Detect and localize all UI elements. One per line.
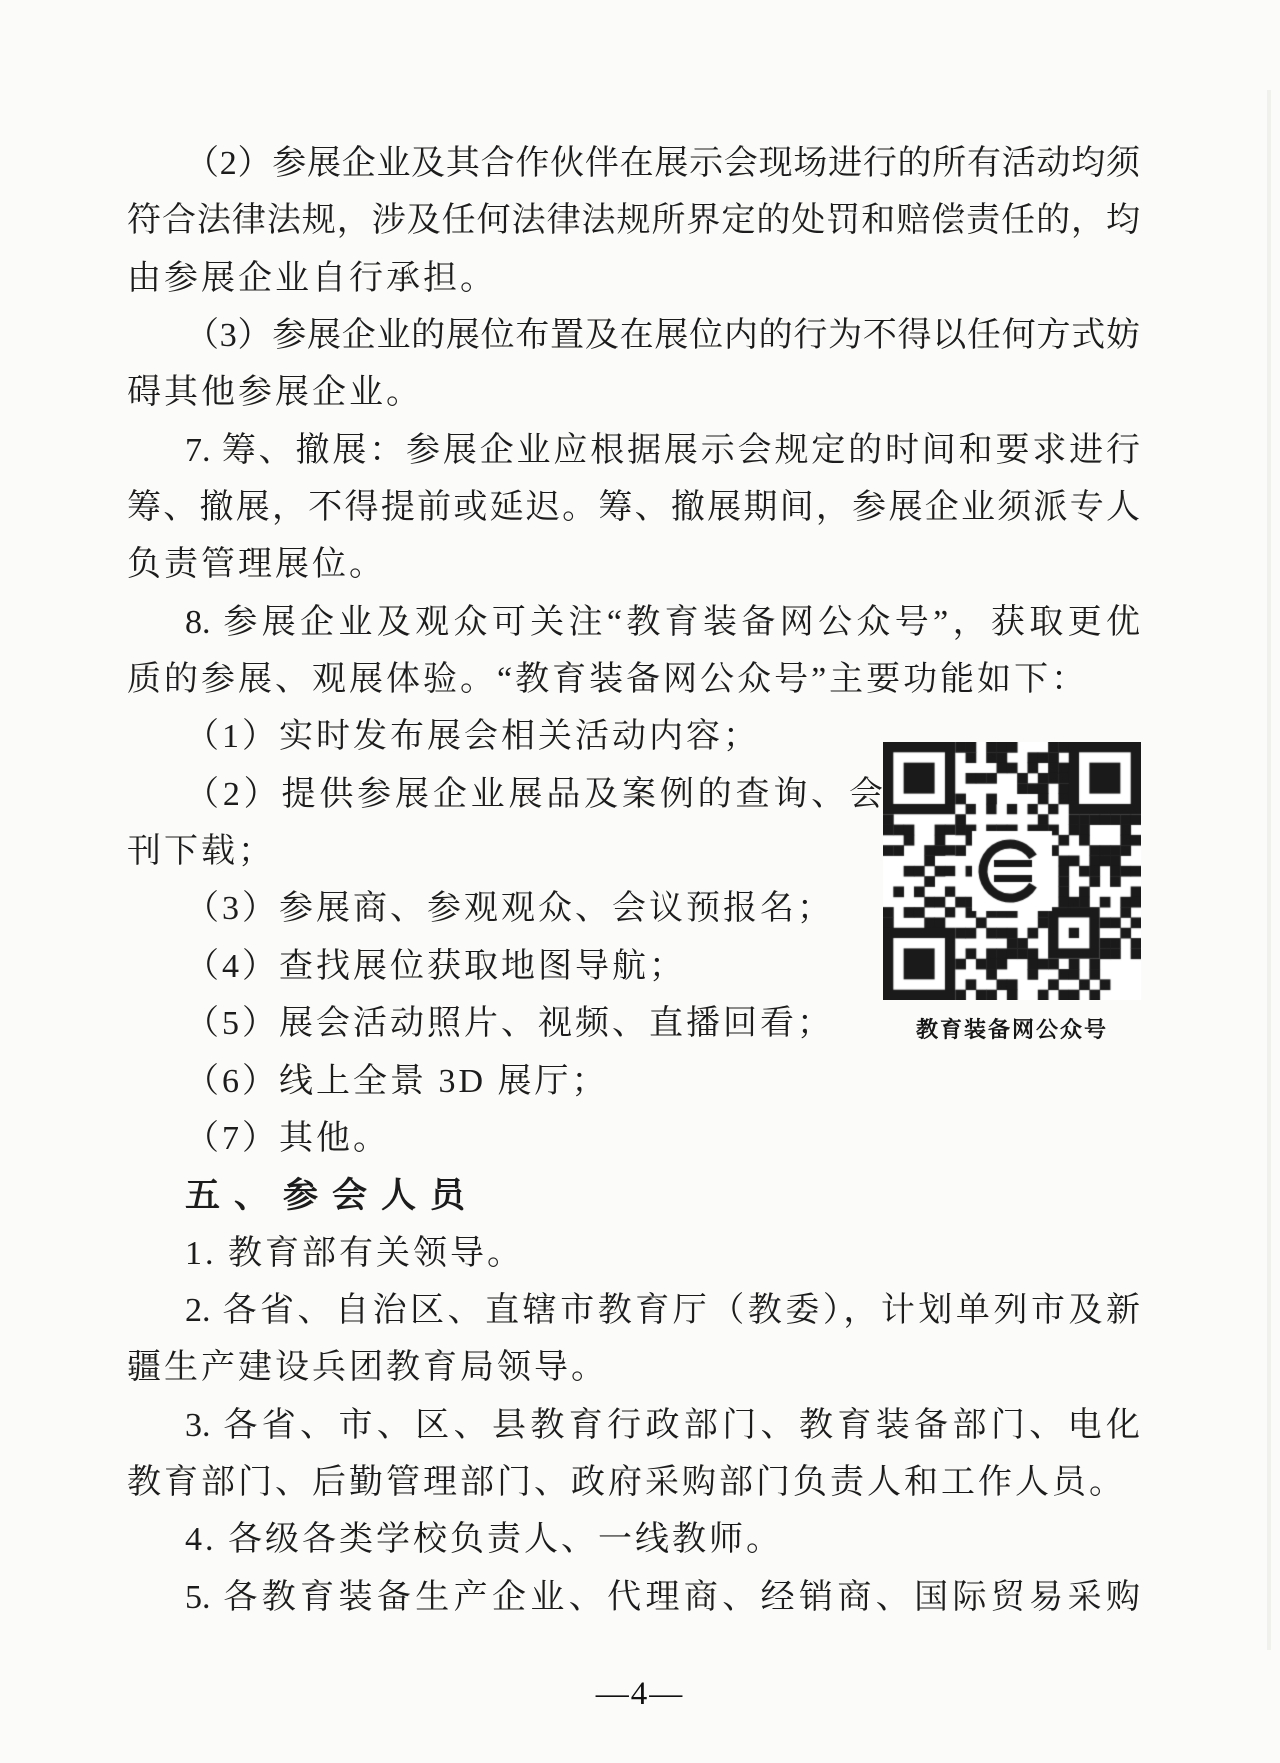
- text-line: （5）展会活动照片、视频、直播回看；: [185, 1005, 834, 1043]
- text-line: 由参展企业自行承担。: [127, 259, 497, 297]
- text-line: 负责管理展位。: [127, 546, 386, 584]
- text-line: （1）实时发布展会相关活动内容；: [185, 718, 760, 756]
- text-line: 8. 参展企业及观众可关注“教育装备网公众号”，获取更优: [185, 603, 1140, 641]
- text-line: 五、参会人员: [185, 1176, 480, 1216]
- text-line: 疆生产建设兵团教育局领导。: [127, 1349, 608, 1387]
- text-line: 符合法律法规，涉及任何法律法规所界定的处罚和赔偿责任的，均: [127, 202, 1140, 240]
- text-line: 2. 各省、自治区、直辖市教育厅（教委），计划单列市及新: [185, 1291, 1140, 1329]
- text-line: （2）提供参展企业展品及案例的查询、会: [185, 775, 883, 813]
- text-line: （3）参展商、参观观众、会议预报名；: [185, 890, 834, 928]
- text-line: 1. 教育部有关领导。: [185, 1234, 524, 1272]
- text-line: （3）参展企业的展位布置及在展位内的行为不得以任何方式妨: [185, 317, 1140, 355]
- text-line: 4. 各级各类学校负责人、一线教师。: [185, 1521, 783, 1559]
- text-line: 5. 各教育装备生产企业、代理商、经销商、国际贸易采购: [185, 1578, 1140, 1616]
- text-line: 质的参展、观展体验。“教育装备网公众号”主要功能如下：: [127, 661, 1089, 699]
- qr-figure: [883, 742, 1141, 1044]
- text-line: 3. 各省、市、区、县教育行政部门、教育装备部门、电化: [185, 1406, 1140, 1444]
- text-line: 筹、撤展，不得提前或延迟。筹、撤展期间，参展企业须派专人: [127, 489, 1140, 527]
- text-line: （4）查找展位获取地图导航；: [185, 947, 686, 985]
- text-line: （2）参展企业及其合作伙伴在展示会现场进行的所有活动均须: [185, 145, 1140, 182]
- text-line: （6）线上全景 3D 展厅；: [185, 1062, 609, 1100]
- qr-caption: 教育装备网公众号: [915, 1017, 1108, 1042]
- text-line: 刊下载；: [127, 833, 275, 871]
- text-line: 碍其他参展企业。: [127, 374, 423, 412]
- page-number: —4—: [595, 1676, 685, 1712]
- scan-edge-artifact: [1267, 90, 1271, 1650]
- qr-code-image: [883, 742, 1141, 1000]
- text-line: 7. 筹、撤展：参展企业应根据展示会规定的时间和要求进行: [185, 431, 1140, 469]
- text-line: （7）其他。: [185, 1119, 390, 1157]
- text-line: 教育部门、后勤管理部门、政府采购部门负责人和工作人员。: [127, 1463, 1126, 1501]
